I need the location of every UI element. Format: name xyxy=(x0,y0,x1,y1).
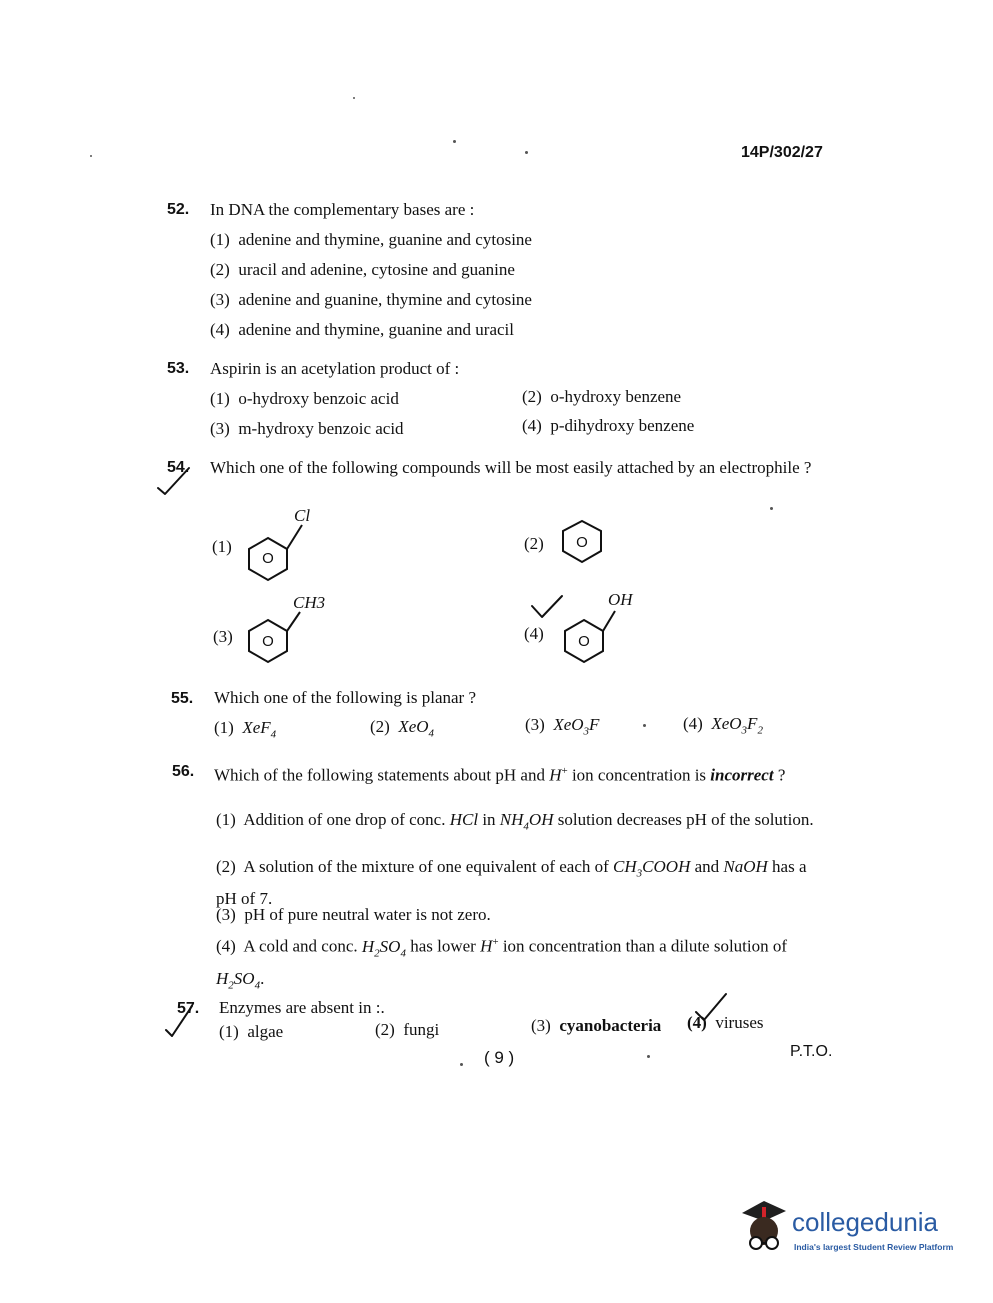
option-2: (2) A solution of the mixture of one equivalent of each of $CH_3COOH$ and NaOH has a pH of 7. xyxy=(216,857,807,909)
option-3: (3) pH of pure neutral water is not zero. xyxy=(216,905,491,924)
brand-name: collegedunia xyxy=(792,1207,939,1237)
option-2: (2) XeO$_4$ xyxy=(370,717,435,740)
option-1-label: (1) xyxy=(212,537,232,556)
svg-text:O: O xyxy=(578,633,590,650)
option-4-label: (4) xyxy=(524,624,544,643)
benzene-ring-structure xyxy=(555,518,615,566)
option-4: (4) p-dihydroxy benzene xyxy=(522,416,695,435)
svg-text:O: O xyxy=(262,550,274,567)
substituent-label: CH3 xyxy=(293,593,326,612)
question-number: 55. xyxy=(171,690,194,707)
option-4: (4) adenine and thymine, guanine and uracil xyxy=(210,320,515,339)
option-4: (4) $XeO_3F_2$ xyxy=(683,714,763,737)
question-text: Which of the following statements about pH and H+ ion concentration is incorrect ? xyxy=(214,765,786,785)
option-2: (2) uracil and adenine, cytosine and guanine xyxy=(210,260,515,279)
option-1: (1) adenine and thymine, guanine and cytosine xyxy=(210,230,532,249)
pto-label: P.T.O. xyxy=(790,1043,833,1060)
option-3: (3) m-hydroxy benzoic acid xyxy=(210,419,404,438)
page-number: ( 9 ) xyxy=(484,1048,515,1067)
option-1: (1) algae xyxy=(219,1022,284,1041)
mascot-logo-icon xyxy=(734,1197,792,1257)
handwritten-tick-mark xyxy=(162,1000,198,1040)
option-1: (1) Addition of one drop of conc. HCl in $NH_4OH$ solution decreases pH of the solution. xyxy=(216,810,814,833)
question-text: Which one of the following is planar ? xyxy=(214,688,477,707)
question-number: 52. xyxy=(167,201,190,218)
option-1: (1) o-hydroxy benzoic acid xyxy=(210,389,399,408)
option-2: (2) o-hydroxy benzene xyxy=(522,387,682,406)
option-3: (3) cyanobacteria xyxy=(531,1016,662,1035)
option-1: (1) XeF$_4$ xyxy=(214,718,277,741)
svg-text:O: O xyxy=(576,534,588,551)
substituent-label: OH xyxy=(608,590,633,609)
question-text: Aspirin is an acetylation product of : xyxy=(210,359,460,378)
benzene-ring-chloro-structure xyxy=(240,503,330,583)
paper-code: 14P/302/27 xyxy=(741,144,823,161)
option-2: (2) fungi xyxy=(375,1020,440,1039)
question-number: 53. xyxy=(167,360,190,377)
collegedunia-watermark xyxy=(734,1197,964,1259)
substituent-label: Cl xyxy=(294,506,311,525)
option-3: (3) XeO$_3$F xyxy=(525,715,600,738)
question-text: Which one of the following compounds will be most easily attached by an electrophile ? xyxy=(210,458,812,477)
option-3: (3) adenine and guanine, thymine and cytosine xyxy=(210,290,532,309)
option-2-label: (2) xyxy=(524,534,544,553)
handwritten-tick-mark xyxy=(153,460,193,500)
question-number: 56. xyxy=(172,763,195,780)
question-text: Enzymes are absent in :. xyxy=(219,998,385,1017)
option-3-label: (3) xyxy=(213,627,233,646)
question-number: 54. xyxy=(167,459,190,476)
question-text: In DNA the complementary bases are : xyxy=(210,200,475,219)
brand-tagline: India's largest Student Review Platform xyxy=(794,1242,954,1252)
question-number: 57. xyxy=(177,1000,200,1017)
svg-text:O: O xyxy=(262,633,274,650)
option-4: (4) A cold and conc. $H_2SO_4$ has lower H+ ion concentration than a dilute solution of $H_2SO_4$. xyxy=(216,936,788,992)
option-4: (4) viruses xyxy=(687,1013,764,1032)
